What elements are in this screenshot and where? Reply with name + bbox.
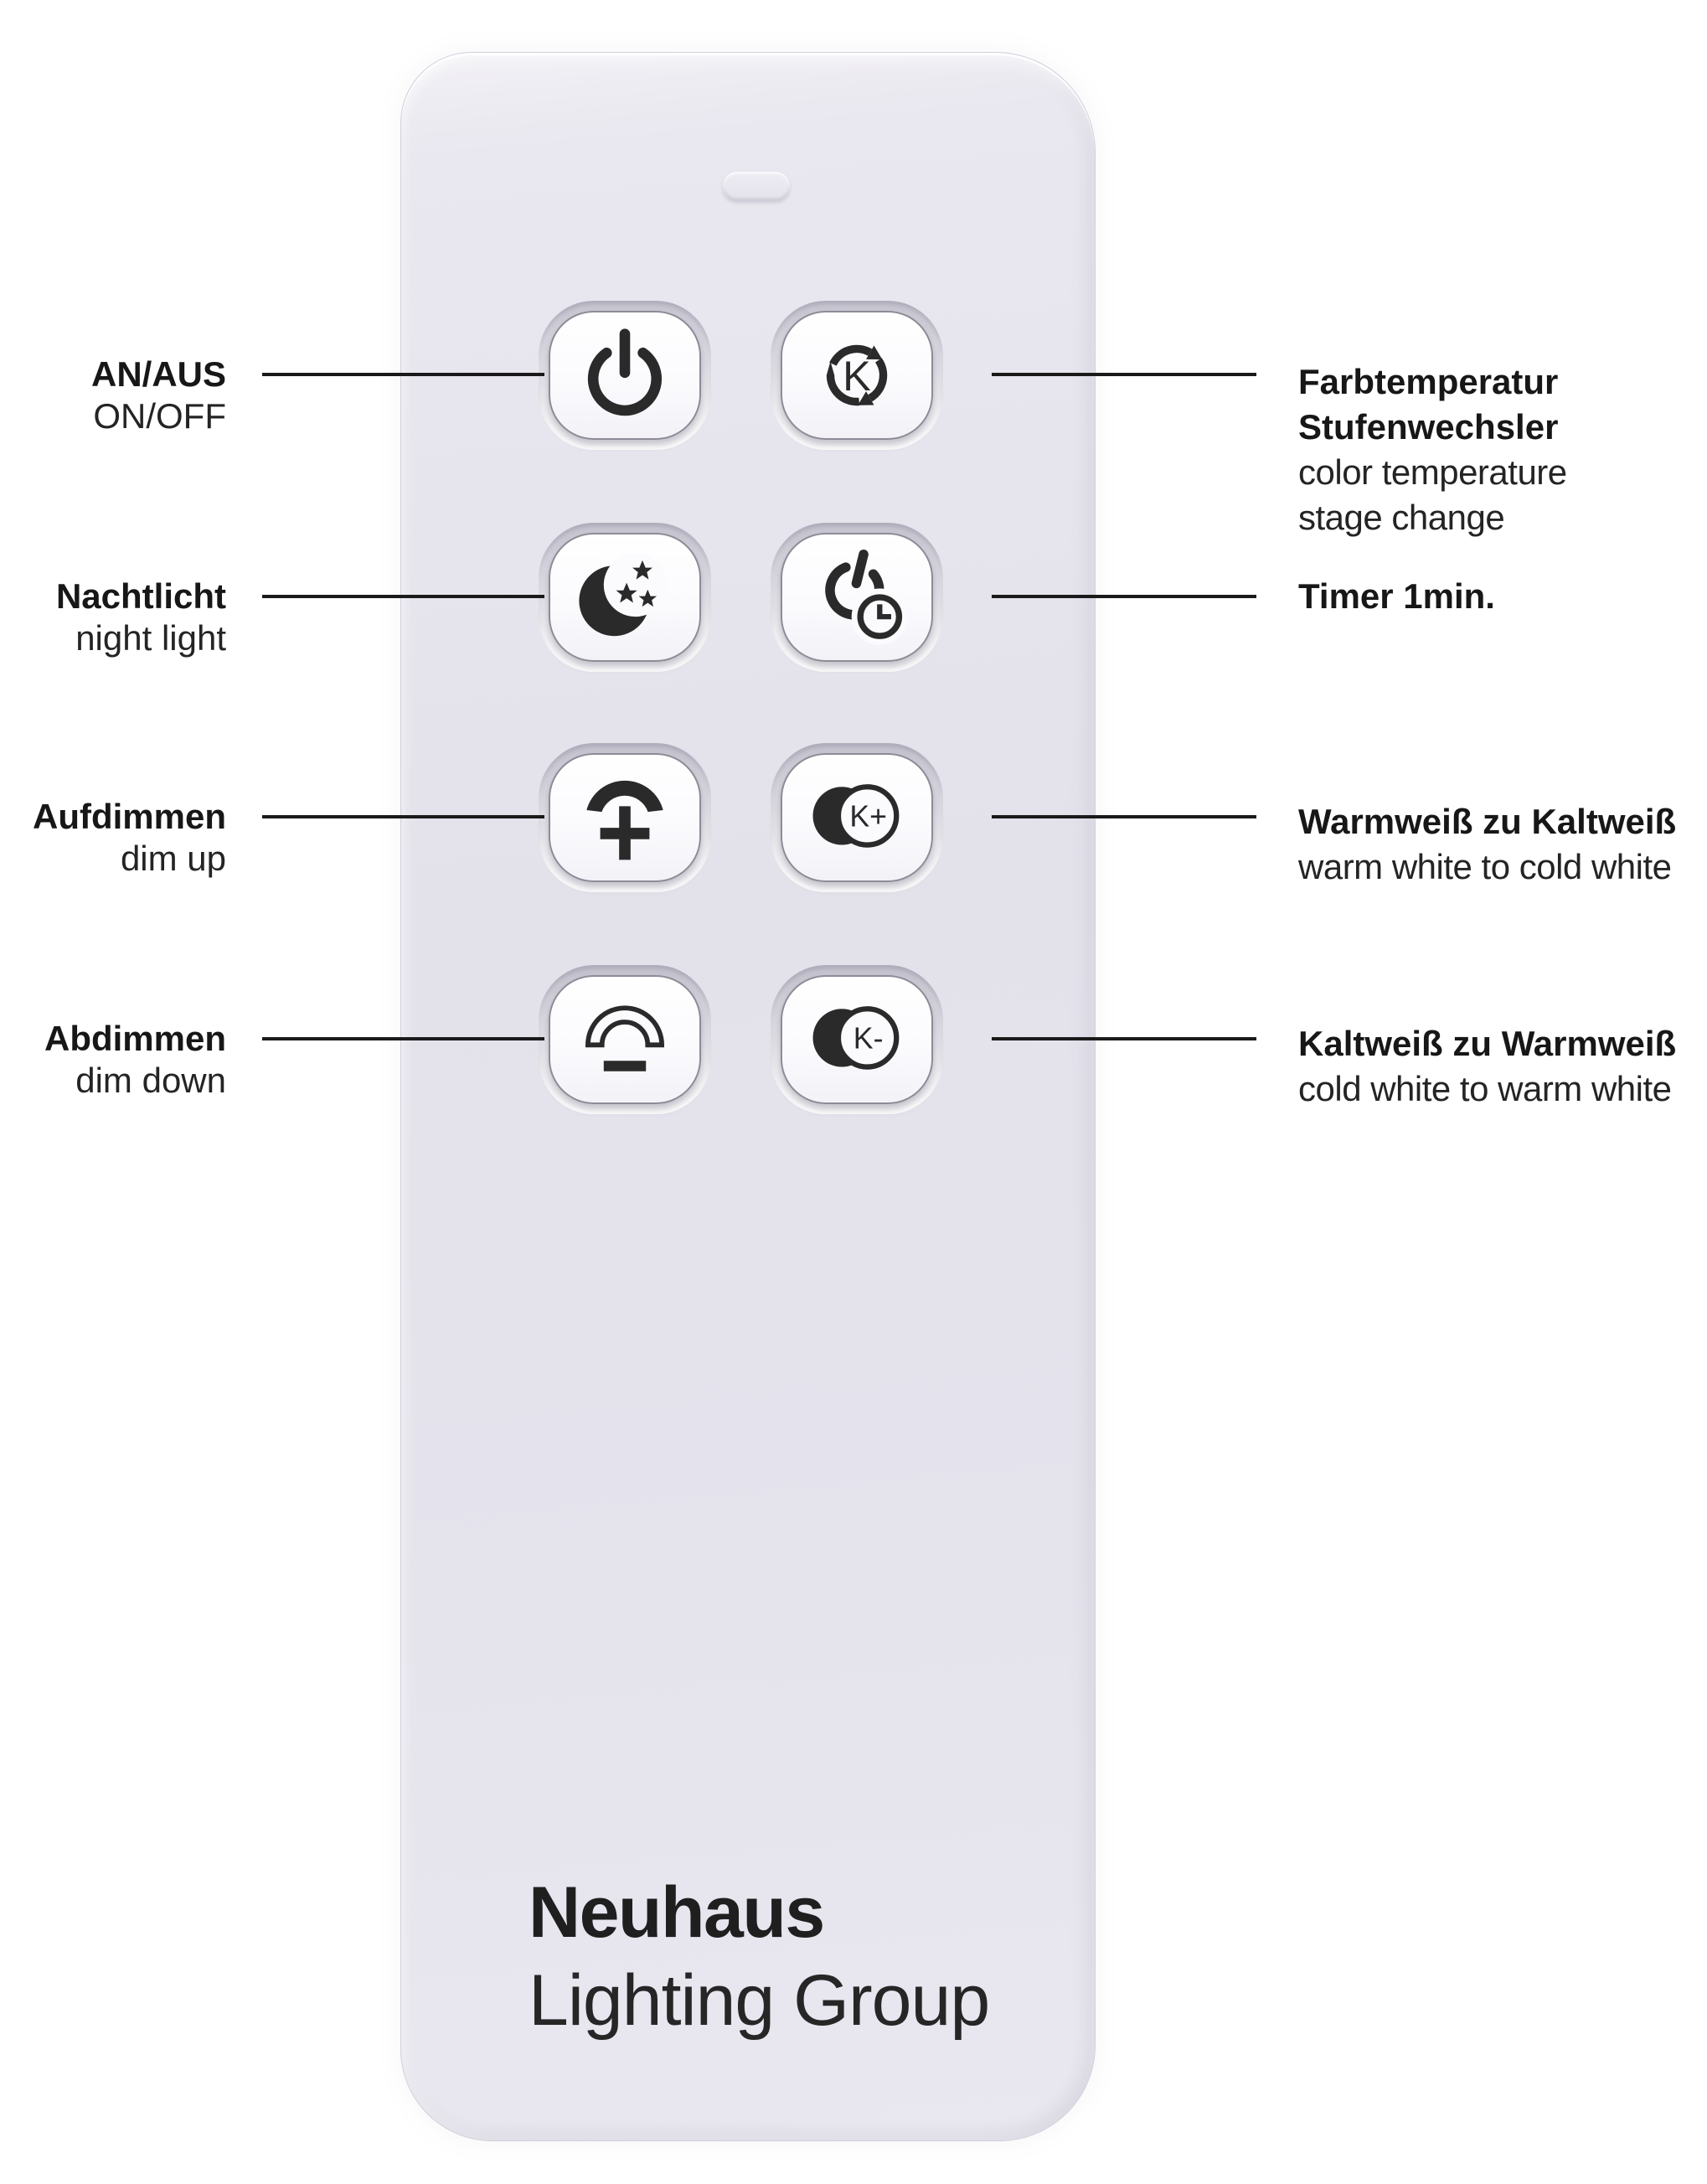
- moon-phase-k-minus-icon: [804, 987, 910, 1092]
- leader-line-dim-up: [262, 815, 544, 818]
- cycle-letter: K: [843, 351, 871, 400]
- callout-subtitle: night light: [75, 618, 226, 658]
- callout-title-de: Farbtemperatur: [1298, 362, 1559, 401]
- moon-phase-k-plus-icon: [804, 765, 910, 870]
- callout-subtitle: dim up: [120, 839, 226, 878]
- color-temperature-cycle-icon: [804, 323, 910, 428]
- led-window: [723, 172, 790, 200]
- callout-title-de: Kaltweiß zu Warmweiß: [1298, 1024, 1677, 1063]
- leader-line-dim-down: [262, 1037, 544, 1040]
- dim-down-button-face[interactable]: [549, 975, 701, 1104]
- button-cold-to-warm[interactable]: [771, 965, 943, 1114]
- callout-title-de-2: Stufenwechsler: [1298, 407, 1559, 447]
- k-minus-label: K-: [853, 1021, 884, 1056]
- button-color-temp-stage[interactable]: [771, 301, 943, 450]
- color-temp-button-face[interactable]: [781, 311, 933, 440]
- callout-subtitle-en: color temperature: [1298, 452, 1567, 492]
- power-icon: [572, 323, 678, 428]
- leader-line-timer: [992, 595, 1256, 598]
- remote-body: [400, 52, 1096, 2141]
- leader-line-cold-to-warm: [992, 1037, 1256, 1040]
- button-power[interactable]: [539, 301, 711, 450]
- leader-line-night-light: [262, 595, 544, 598]
- button-dim-down[interactable]: [539, 965, 711, 1114]
- warm-to-cold-button-face[interactable]: [781, 753, 933, 882]
- night-light-button-face[interactable]: [549, 533, 701, 662]
- callout-on-off: [91, 354, 226, 437]
- dim-up-button-face[interactable]: [549, 753, 701, 882]
- button-night-light[interactable]: [539, 523, 711, 672]
- callout-dim-up: [33, 796, 226, 880]
- brand-line-2: Lighting Group: [529, 1960, 990, 2041]
- callout-subtitle-en-2: stage change: [1298, 498, 1505, 537]
- leader-line-power: [262, 373, 544, 376]
- power-clock-icon: [804, 545, 910, 650]
- callout-subtitle: ON/OFF: [93, 396, 226, 436]
- callout-subtitle-en: warm white to cold white: [1298, 847, 1672, 886]
- leader-line-color-temp: [992, 373, 1256, 376]
- callout-timer: [1298, 574, 1495, 619]
- callout-title: Abdimmen: [44, 1019, 226, 1058]
- dim-up-icon: [572, 765, 678, 870]
- moon-stars-icon: [572, 545, 678, 650]
- callout-title: Nachtlicht: [55, 576, 226, 616]
- callout-title-de: Timer 1min.: [1298, 576, 1495, 616]
- dim-down-icon: [572, 987, 678, 1092]
- button-timer[interactable]: [771, 523, 943, 672]
- callout-warm-to-cold: [1298, 799, 1676, 890]
- leader-line-warm-to-cold: [992, 815, 1256, 818]
- timer-button-face[interactable]: [781, 533, 933, 662]
- callout-title: AN/AUS: [90, 354, 226, 394]
- callout-subtitle-en: cold white to warm white: [1298, 1069, 1672, 1108]
- button-dim-up[interactable]: [539, 743, 711, 892]
- callout-color-temp-stage: [1298, 359, 1567, 540]
- power-button-face[interactable]: [549, 311, 701, 440]
- brand-line-1: Neuhaus: [529, 1872, 824, 1953]
- callout-dim-down: [44, 1018, 226, 1102]
- callout-title-de: Warmweiß zu Kaltweiß: [1298, 802, 1677, 841]
- callout-cold-to-warm: [1298, 1021, 1676, 1112]
- callout-title: Aufdimmen: [33, 797, 226, 836]
- callout-subtitle: dim down: [75, 1061, 226, 1100]
- callout-night-light: [56, 576, 226, 659]
- k-plus-label: K+: [849, 799, 887, 834]
- brand-logo: [529, 1871, 989, 2047]
- button-warm-to-cold[interactable]: [771, 743, 943, 892]
- cold-to-warm-button-face[interactable]: [781, 975, 933, 1104]
